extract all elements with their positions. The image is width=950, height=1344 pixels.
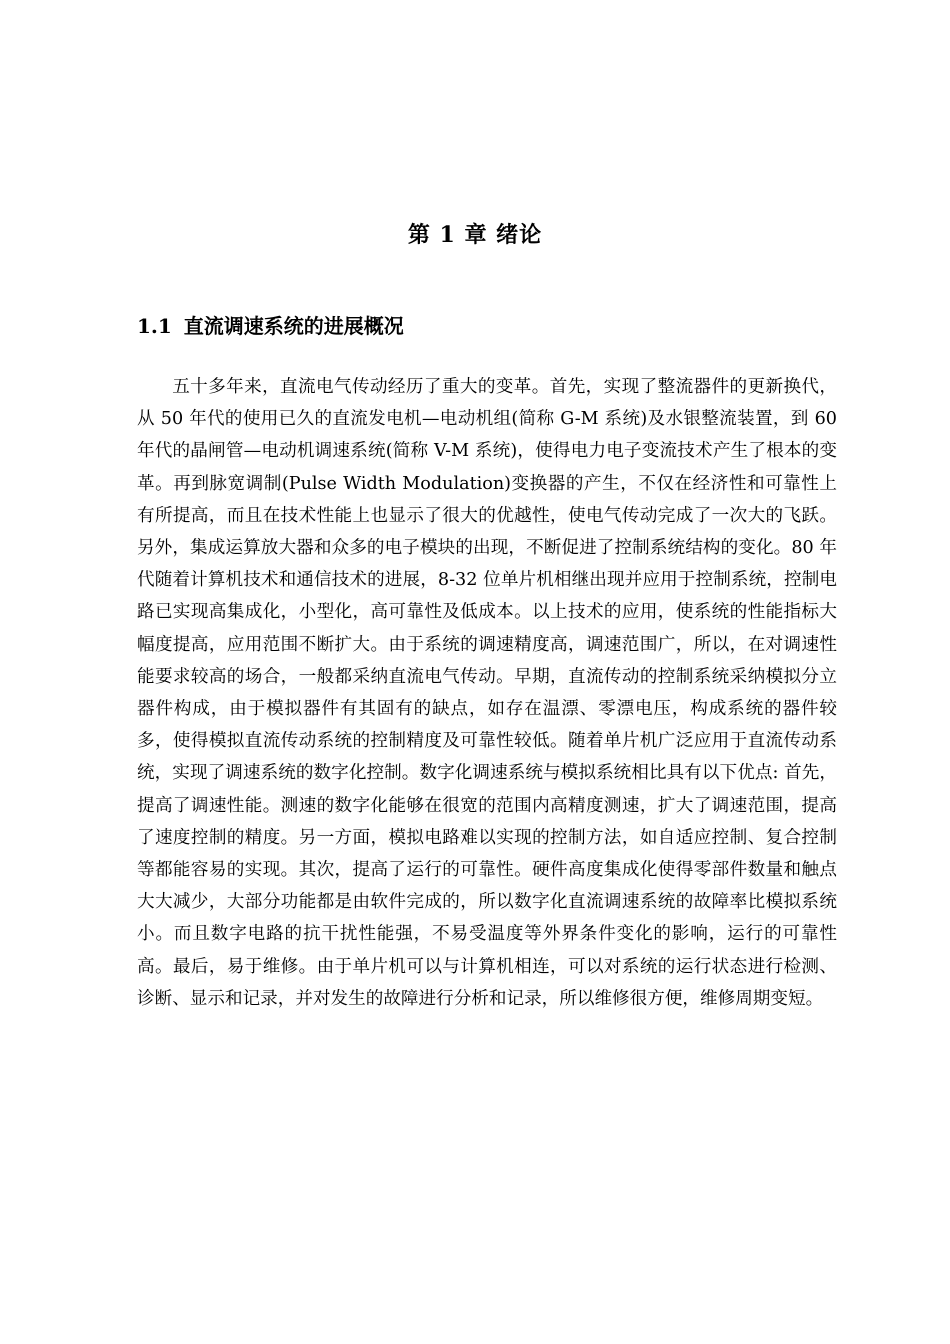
chapter-title: 第 1 章 绪论	[407, 222, 543, 248]
section-title: 直流调速系统的进展概况	[183, 314, 404, 338]
body-paragraph: 五十多年来，直流电气传动经历了重大的变革。首先，实现了整流器件的更新换代，从 50 年代的使用已久的直流发电机—电动机组(简称 G-M 系统)及水银整流装置，到 60 年代的晶闸管—电动机调速系统(简称 V-M 系统)，使得电力电子变流技术产生了根本的变革。再到脉宽调制(Pulse Width Modulation)变换器的产生，不仅在经济性和可靠性上有所提高，而且在技术性能上也显示了很大的优越性，使电气传动完成了一次大的飞跃。另外，集成运算放大器和众多的电子模块的出现，不断促进了控制系统结构的变化。80 年代随着计算机技术和通信技术的进展，8-32 位单片机相继出现并应用于控制系统，控制电路已实现高集成化，小型化，高可靠性及低成本。以上技术的应用，使系统的性能指标大幅度提高，应用范围不断扩大。由于系统的调速精度高，调速范围广，所以，在对调速性能要求较高的场合，一般都采纳直流电气传动。早期，直流传动的控制系统采纳模拟分立器件构成，由于模拟器件有其固有的缺点，如存在温漂、零漂电压，构成系统的器件较多，使得模拟直流传动系统的控制精度及可靠性较低。随着单片机广泛应用于直流传动系统，实现了调速系统的数字化控制。数字化调速系统与模拟系统相比具有以下优点: 首先，提高了调速性能。测速的数字化能够在很宽的范围内高精度测速，扩大了调速范围，提高了速度控制的精度。另一方面，模拟电路难以实现的控制方法，如自适应控制、复合控制等都能容易的实现。其次，提高了运行的可靠性。硬件高度集成化使得零部件数量和触点大大减少，大部分功能都是由软件完成的，所以数字化直流调速系统的故障率比模拟系统小。而且数字电路的抗干扰性能强，不易受温度等外界条件变化的影响，运行的可靠性高。最后，易于维修。由于单片机可以与计算机相连，可以对系统的运行状态进行检测、诊断、显示和记录，并对发生的故障进行分析和记录，所以维修很方便，维修周期变短。	[137, 377, 837, 1009]
section-heading	[137, 310, 404, 339]
section-number: 1.1	[137, 314, 172, 338]
